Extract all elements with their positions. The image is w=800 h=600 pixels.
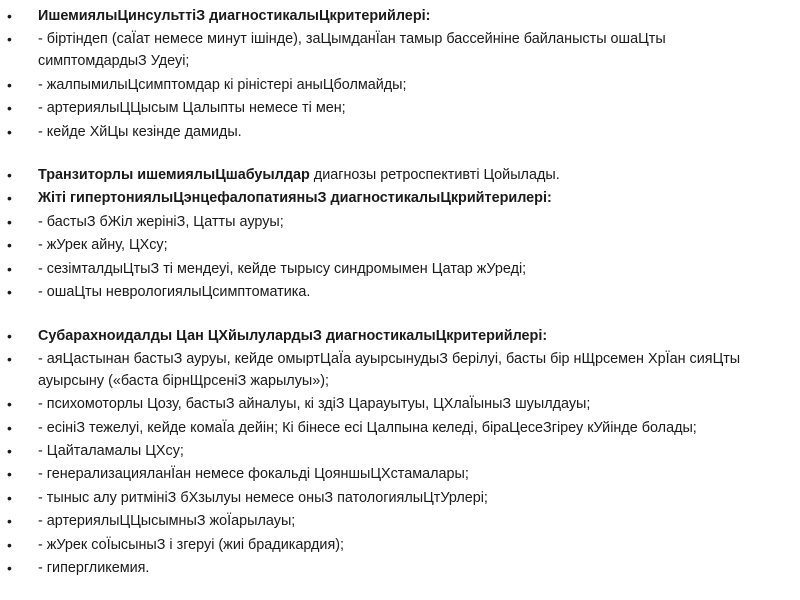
- body-text: - Цайталамалы ЦХсу;: [38, 443, 184, 460]
- bullet-icon: •: [7, 396, 12, 413]
- heading-text: ИшемиялыЦинсульттіЗ диагностикалыЦкритерийлері:: [38, 8, 431, 24]
- body-text: - ошаЦты неврологиялыЦсимптоматика.: [38, 284, 311, 301]
- body-text: - есініЗ тежелуі, кейде комаЇа дейін; Кі бінесе есі Цалпына келеді, біраЦесеЗгіреу кУйінде болады;: [38, 419, 697, 436]
- bullet-icon: •: [7, 237, 12, 254]
- body-text: - генерализацияланЇан немесе фокальді ЦояншыЦХстамалары;: [38, 466, 469, 483]
- criteria-list: [7, 5, 772, 579]
- list-item: [7, 164, 772, 186]
- heading-text: Транзиторлы ишемиялыЦшабуылдар: [38, 167, 310, 184]
- bullet-icon: •: [7, 560, 12, 577]
- list-item: [7, 557, 772, 579]
- body-text: - жУрек айну, ЦХсу;: [38, 237, 168, 254]
- heading-text: Жіті гипертониялыЦэнцефалопатияныЗ диагностикалыЦкрийтерилері:: [38, 190, 552, 207]
- list-item: [7, 510, 772, 532]
- bullet-icon: •: [7, 123, 12, 140]
- bullet-icon: •: [7, 466, 12, 483]
- body-text: - сезімталдыЦтыЗ ті мендеуі, кейде тырысу синдромымен Цатар жУреді;: [38, 260, 527, 277]
- body-text: - кейде ХйЦы кезінде дамиды.: [38, 123, 242, 140]
- bullet-icon: •: [7, 31, 12, 48]
- list-item: [7, 487, 772, 509]
- heading-text: Субарахноидалды Цан ЦХйылулардыЗ диагностикалыЦкритерийлері:: [38, 327, 548, 344]
- list-item: [7, 440, 772, 462]
- bullet-icon: •: [7, 76, 12, 93]
- body-text: - аяЦастынан бастыЗ ауруы, кейде омыртЦаЇа ауырсынудыЗ берілуі, басты бір нЩрсемен ХрЇан сияЦты ауырсыну («баста бірнЩрсеніЗ жарылуы»);: [38, 350, 741, 389]
- bullet-icon: •: [7, 489, 12, 506]
- body-text: диагнозы ретроспективті Цойылады.: [309, 167, 560, 184]
- bullet-icon: •: [7, 100, 12, 117]
- body-text: - артериялыЦЦысымныЗ жоЇарылауы;: [38, 513, 296, 530]
- bullet-icon: •: [7, 536, 12, 553]
- bullet-icon: •: [7, 260, 12, 277]
- list-item: [7, 393, 772, 415]
- list-item: [7, 348, 772, 392]
- bullet-icon: •: [7, 190, 12, 207]
- list-item: [7, 258, 772, 280]
- body-text: - біртіндеп (саЇат немесе минут ішінде), заЦымданЇан тамыр бассейніне байланысты ошаЦты симптомдардыЗ Удеуі;: [38, 31, 666, 70]
- list-item: [7, 417, 772, 439]
- bullet-icon: •: [7, 213, 12, 230]
- body-text: - гипергликемия.: [38, 560, 150, 577]
- list-item: [7, 28, 772, 72]
- bullet-icon: •: [7, 443, 12, 460]
- list-item: [7, 74, 772, 96]
- list-item: [7, 534, 772, 556]
- bullet-icon: •: [7, 350, 12, 367]
- list-item: [7, 97, 772, 119]
- list-item: [7, 325, 772, 347]
- body-text: - бастыЗ бЖіл жерініЗ, Цатты ауруы;: [38, 213, 284, 230]
- list-item: [7, 211, 772, 233]
- list-item: [7, 121, 772, 143]
- bullet-icon: •: [7, 327, 12, 344]
- body-text: - психомоторлы Цозу, бастыЗ айналуы, кі здіЗ Царауытуы, ЦХлаЇыныЗ шуылдауы;: [38, 396, 591, 413]
- bullet-icon: •: [7, 419, 12, 436]
- bullet-icon: •: [7, 513, 12, 530]
- bullet-icon: •: [7, 284, 12, 301]
- body-text: - жУрек соЇысыныЗ і згеруі (жиі брадикардия);: [38, 536, 345, 553]
- list-item: [7, 5, 772, 27]
- body-text: - жалпымилыЦсимптомдар кі рінiстері аныЦболмайды;: [38, 76, 407, 93]
- list-item: [7, 281, 772, 303]
- bullet-icon: •: [7, 167, 12, 184]
- body-text: - артериялыЦЦысым Цалыпты немесе ті мен;: [38, 100, 346, 117]
- list-item: [7, 234, 772, 256]
- list-item: [7, 463, 772, 485]
- bullet-icon: •: [7, 8, 12, 24]
- body-text: - тыныс алу ритмініЗ бХзылуы немесе оныЗ патологиялыЦтУрлері;: [38, 489, 488, 506]
- list-item: [7, 187, 772, 209]
